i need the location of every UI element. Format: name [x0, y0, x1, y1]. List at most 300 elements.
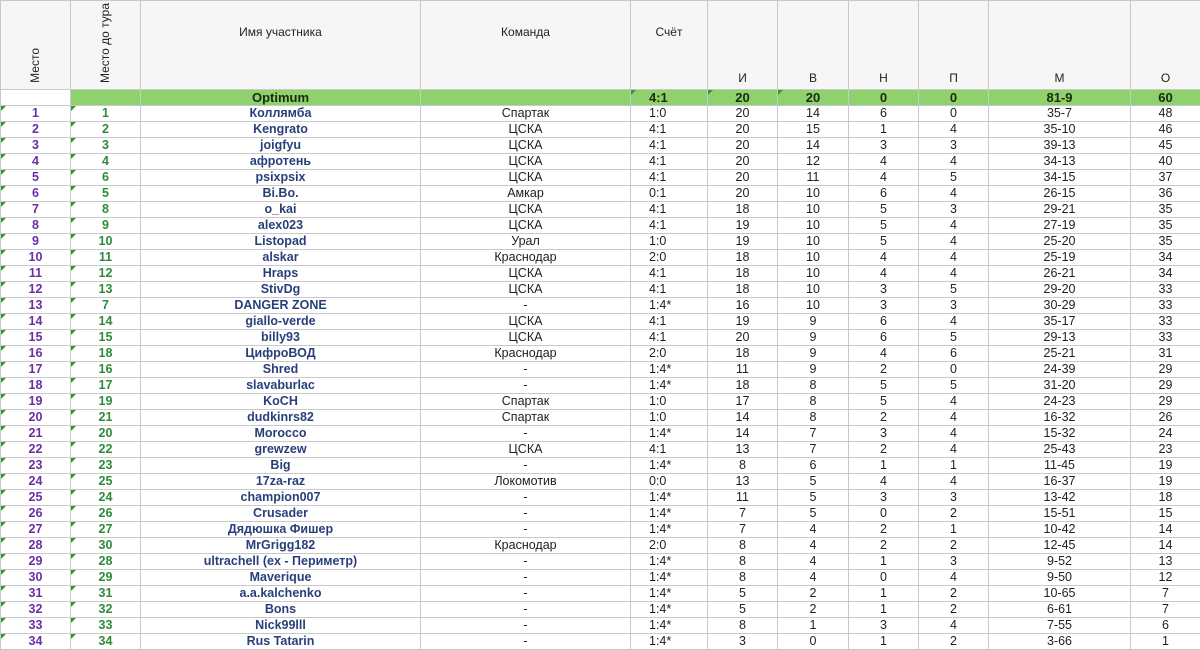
wins-cell[interactable]: 9: [778, 330, 849, 346]
score-cell[interactable]: 1:4*: [631, 458, 708, 474]
participant-name[interactable]: alex023: [141, 218, 421, 234]
score-cell[interactable]: 4:1: [631, 314, 708, 330]
team-cell[interactable]: ЦСКА: [421, 170, 631, 186]
place-cell[interactable]: 31: [1, 586, 71, 602]
wins-cell[interactable]: 11: [778, 170, 849, 186]
table-row[interactable]: [1, 170, 1200, 186]
table-row[interactable]: [1, 186, 1200, 202]
losses-cell[interactable]: 5: [919, 170, 989, 186]
score-cell[interactable]: 1:4*: [631, 490, 708, 506]
participant-name[interactable]: Listopad: [141, 234, 421, 250]
optimum-score[interactable]: 4:1: [631, 90, 708, 106]
prev-place-cell[interactable]: 29: [71, 570, 141, 586]
losses-cell[interactable]: 5: [919, 282, 989, 298]
participant-name[interactable]: Bons: [141, 602, 421, 618]
place-cell[interactable]: 25: [1, 490, 71, 506]
points-cell[interactable]: 1: [1131, 634, 1200, 650]
prev-place-cell[interactable]: 25: [71, 474, 141, 490]
losses-cell[interactable]: 4: [919, 618, 989, 634]
games-cell[interactable]: 7: [708, 506, 778, 522]
games-cell[interactable]: 7: [708, 522, 778, 538]
goals-cell[interactable]: 15-51: [989, 506, 1131, 522]
losses-cell[interactable]: 4: [919, 266, 989, 282]
table-row[interactable]: [1, 490, 1200, 506]
place-cell[interactable]: 30: [1, 570, 71, 586]
team-cell[interactable]: -: [421, 490, 631, 506]
wins-cell[interactable]: 14: [778, 138, 849, 154]
place-cell[interactable]: 13: [1, 298, 71, 314]
prev-place-cell[interactable]: 23: [71, 458, 141, 474]
wins-cell[interactable]: 4: [778, 538, 849, 554]
participant-name[interactable]: Коллямба: [141, 106, 421, 122]
draws-cell[interactable]: 5: [849, 202, 919, 218]
team-cell[interactable]: Краснодар: [421, 250, 631, 266]
losses-cell[interactable]: 4: [919, 570, 989, 586]
goals-cell[interactable]: 24-39: [989, 362, 1131, 378]
prev-place-cell[interactable]: 17: [71, 378, 141, 394]
optimum-games[interactable]: 20: [708, 90, 778, 106]
team-cell[interactable]: -: [421, 298, 631, 314]
place-cell[interactable]: 6: [1, 186, 71, 202]
score-cell[interactable]: 0:1: [631, 186, 708, 202]
games-cell[interactable]: 20: [708, 330, 778, 346]
points-cell[interactable]: 14: [1131, 538, 1200, 554]
prev-place-cell[interactable]: 31: [71, 586, 141, 602]
points-cell[interactable]: 14: [1131, 522, 1200, 538]
team-cell[interactable]: ЦСКА: [421, 202, 631, 218]
draws-cell[interactable]: 3: [849, 298, 919, 314]
place-cell[interactable]: 11: [1, 266, 71, 282]
participant-name[interactable]: o_kai: [141, 202, 421, 218]
points-cell[interactable]: 7: [1131, 602, 1200, 618]
table-row[interactable]: [1, 602, 1200, 618]
header-place[interactable]: Место: [1, 1, 71, 90]
score-cell[interactable]: 1:4*: [631, 570, 708, 586]
table-row[interactable]: [1, 554, 1200, 570]
goals-cell[interactable]: 24-23: [989, 394, 1131, 410]
wins-cell[interactable]: 8: [778, 394, 849, 410]
team-cell[interactable]: Амкар: [421, 186, 631, 202]
games-cell[interactable]: 19: [708, 314, 778, 330]
draws-cell[interactable]: 5: [849, 218, 919, 234]
table-row[interactable]: [1, 474, 1200, 490]
table-row[interactable]: [1, 314, 1200, 330]
wins-cell[interactable]: 10: [778, 282, 849, 298]
draws-cell[interactable]: 6: [849, 330, 919, 346]
goals-cell[interactable]: 10-42: [989, 522, 1131, 538]
place-cell[interactable]: 10: [1, 250, 71, 266]
prev-place-cell[interactable]: 21: [71, 410, 141, 426]
points-cell[interactable]: 33: [1131, 330, 1200, 346]
games-cell[interactable]: 8: [708, 458, 778, 474]
losses-cell[interactable]: 5: [919, 378, 989, 394]
draws-cell[interactable]: 0: [849, 570, 919, 586]
draws-cell[interactable]: 3: [849, 138, 919, 154]
prev-place-cell[interactable]: 6: [71, 170, 141, 186]
place-cell[interactable]: 14: [1, 314, 71, 330]
wins-cell[interactable]: 4: [778, 554, 849, 570]
wins-cell[interactable]: 10: [778, 186, 849, 202]
points-cell[interactable]: 12: [1131, 570, 1200, 586]
participant-name[interactable]: champion007: [141, 490, 421, 506]
draws-cell[interactable]: 2: [849, 362, 919, 378]
games-cell[interactable]: 18: [708, 250, 778, 266]
draws-cell[interactable]: 2: [849, 410, 919, 426]
draws-cell[interactable]: 3: [849, 490, 919, 506]
table-row[interactable]: [1, 522, 1200, 538]
header-losses[interactable]: П: [919, 1, 989, 90]
draws-cell[interactable]: 6: [849, 186, 919, 202]
games-cell[interactable]: 19: [708, 234, 778, 250]
team-cell[interactable]: -: [421, 602, 631, 618]
points-cell[interactable]: 24: [1131, 426, 1200, 442]
points-cell[interactable]: 37: [1131, 170, 1200, 186]
header-name[interactable]: Имя участника: [141, 1, 421, 90]
losses-cell[interactable]: 4: [919, 442, 989, 458]
points-cell[interactable]: 35: [1131, 202, 1200, 218]
participant-name[interactable]: billy93: [141, 330, 421, 346]
table-row[interactable]: [1, 346, 1200, 362]
participant-name[interactable]: MrGrigg182: [141, 538, 421, 554]
points-cell[interactable]: 29: [1131, 394, 1200, 410]
participant-name[interactable]: Maverique: [141, 570, 421, 586]
place-cell[interactable]: 19: [1, 394, 71, 410]
place-cell[interactable]: 24: [1, 474, 71, 490]
place-cell[interactable]: 1: [1, 106, 71, 122]
optimum-points[interactable]: 60: [1131, 90, 1200, 106]
games-cell[interactable]: 5: [708, 602, 778, 618]
participant-name[interactable]: ultrachell (ex - Периметр): [141, 554, 421, 570]
score-cell[interactable]: 4:1: [631, 170, 708, 186]
place-cell[interactable]: 9: [1, 234, 71, 250]
prev-place-cell[interactable]: 30: [71, 538, 141, 554]
losses-cell[interactable]: 2: [919, 602, 989, 618]
participant-name[interactable]: 17za-raz: [141, 474, 421, 490]
table-row[interactable]: [1, 458, 1200, 474]
score-cell[interactable]: 1:4*: [631, 298, 708, 314]
wins-cell[interactable]: 10: [778, 202, 849, 218]
goals-cell[interactable]: 16-32: [989, 410, 1131, 426]
place-cell[interactable]: 17: [1, 362, 71, 378]
losses-cell[interactable]: 3: [919, 490, 989, 506]
prev-place-cell[interactable]: 1: [71, 106, 141, 122]
team-cell[interactable]: Краснодар: [421, 346, 631, 362]
points-cell[interactable]: 48: [1131, 106, 1200, 122]
optimum-name[interactable]: Optimum: [141, 90, 421, 106]
prev-place-cell[interactable]: 10: [71, 234, 141, 250]
team-cell[interactable]: -: [421, 426, 631, 442]
games-cell[interactable]: 5: [708, 586, 778, 602]
prev-place-cell[interactable]: 26: [71, 506, 141, 522]
wins-cell[interactable]: 10: [778, 234, 849, 250]
goals-cell[interactable]: 35-7: [989, 106, 1131, 122]
goals-cell[interactable]: 25-19: [989, 250, 1131, 266]
optimum-draws[interactable]: 0: [849, 90, 919, 106]
losses-cell[interactable]: 4: [919, 250, 989, 266]
games-cell[interactable]: 20: [708, 122, 778, 138]
wins-cell[interactable]: 15: [778, 122, 849, 138]
losses-cell[interactable]: 4: [919, 394, 989, 410]
score-cell[interactable]: 1:4*: [631, 522, 708, 538]
losses-cell[interactable]: 2: [919, 586, 989, 602]
prev-place-cell[interactable]: 18: [71, 346, 141, 362]
table-row[interactable]: [1, 634, 1200, 650]
wins-cell[interactable]: 0: [778, 634, 849, 650]
score-cell[interactable]: 1:4*: [631, 362, 708, 378]
team-cell[interactable]: ЦСКА: [421, 218, 631, 234]
score-cell[interactable]: 1:0: [631, 106, 708, 122]
place-cell[interactable]: 22: [1, 442, 71, 458]
games-cell[interactable]: 18: [708, 346, 778, 362]
score-cell[interactable]: 1:4*: [631, 378, 708, 394]
goals-cell[interactable]: 34-13: [989, 154, 1131, 170]
games-cell[interactable]: 16: [708, 298, 778, 314]
table-row[interactable]: [1, 506, 1200, 522]
participant-name[interactable]: KoCH: [141, 394, 421, 410]
team-cell[interactable]: Краснодар: [421, 538, 631, 554]
games-cell[interactable]: 20: [708, 186, 778, 202]
participant-name[interactable]: Kengrato: [141, 122, 421, 138]
goals-cell[interactable]: 16-37: [989, 474, 1131, 490]
wins-cell[interactable]: 9: [778, 346, 849, 362]
losses-cell[interactable]: 4: [919, 410, 989, 426]
place-cell[interactable]: 15: [1, 330, 71, 346]
prev-place-cell[interactable]: 15: [71, 330, 141, 346]
goals-cell[interactable]: 7-55: [989, 618, 1131, 634]
draws-cell[interactable]: 2: [849, 538, 919, 554]
score-cell[interactable]: 4:1: [631, 202, 708, 218]
score-cell[interactable]: 1:4*: [631, 586, 708, 602]
points-cell[interactable]: 35: [1131, 234, 1200, 250]
points-cell[interactable]: 33: [1131, 298, 1200, 314]
games-cell[interactable]: 14: [708, 410, 778, 426]
team-cell[interactable]: ЦСКА: [421, 138, 631, 154]
goals-cell[interactable]: 25-43: [989, 442, 1131, 458]
table-row[interactable]: [1, 442, 1200, 458]
goals-cell[interactable]: 15-32: [989, 426, 1131, 442]
team-cell[interactable]: ЦСКА: [421, 282, 631, 298]
table-row[interactable]: [1, 570, 1200, 586]
place-cell[interactable]: 28: [1, 538, 71, 554]
games-cell[interactable]: 20: [708, 154, 778, 170]
points-cell[interactable]: 40: [1131, 154, 1200, 170]
participant-name[interactable]: Shred: [141, 362, 421, 378]
goals-cell[interactable]: 29-20: [989, 282, 1131, 298]
header-prev-place[interactable]: Место до тура: [71, 1, 141, 90]
games-cell[interactable]: 13: [708, 442, 778, 458]
losses-cell[interactable]: 1: [919, 522, 989, 538]
prev-place-cell[interactable]: 22: [71, 442, 141, 458]
participant-name[interactable]: slavaburlac: [141, 378, 421, 394]
points-cell[interactable]: 7: [1131, 586, 1200, 602]
points-cell[interactable]: 31: [1131, 346, 1200, 362]
wins-cell[interactable]: 8: [778, 378, 849, 394]
team-cell[interactable]: -: [421, 618, 631, 634]
goals-cell[interactable]: 27-19: [989, 218, 1131, 234]
participant-name[interactable]: a.a.kalchenko: [141, 586, 421, 602]
draws-cell[interactable]: 5: [849, 394, 919, 410]
team-cell[interactable]: -: [421, 586, 631, 602]
score-cell[interactable]: 0:0: [631, 474, 708, 490]
points-cell[interactable]: 19: [1131, 474, 1200, 490]
score-cell[interactable]: 4:1: [631, 218, 708, 234]
participant-name[interactable]: афротень: [141, 154, 421, 170]
team-cell[interactable]: Спартак: [421, 106, 631, 122]
losses-cell[interactable]: 4: [919, 122, 989, 138]
team-cell[interactable]: -: [421, 634, 631, 650]
header-score[interactable]: Счёт: [631, 1, 708, 90]
place-cell[interactable]: 27: [1, 522, 71, 538]
losses-cell[interactable]: 4: [919, 234, 989, 250]
goals-cell[interactable]: 29-13: [989, 330, 1131, 346]
draws-cell[interactable]: 1: [849, 122, 919, 138]
score-cell[interactable]: 4:1: [631, 282, 708, 298]
place-cell[interactable]: 33: [1, 618, 71, 634]
prev-place-cell[interactable]: 14: [71, 314, 141, 330]
place-cell[interactable]: 18: [1, 378, 71, 394]
participant-name[interactable]: ЦифроВОД: [141, 346, 421, 362]
draws-cell[interactable]: 4: [849, 346, 919, 362]
goals-cell[interactable]: 9-52: [989, 554, 1131, 570]
prev-place-cell[interactable]: 32: [71, 602, 141, 618]
points-cell[interactable]: 26: [1131, 410, 1200, 426]
games-cell[interactable]: 17: [708, 394, 778, 410]
participant-name[interactable]: Rus Tatarin: [141, 634, 421, 650]
prev-place-cell[interactable]: 11: [71, 250, 141, 266]
header-wins[interactable]: В: [778, 1, 849, 90]
wins-cell[interactable]: 4: [778, 570, 849, 586]
points-cell[interactable]: 13: [1131, 554, 1200, 570]
losses-cell[interactable]: 4: [919, 154, 989, 170]
losses-cell[interactable]: 3: [919, 298, 989, 314]
participant-name[interactable]: giallo-verde: [141, 314, 421, 330]
points-cell[interactable]: 34: [1131, 266, 1200, 282]
wins-cell[interactable]: 10: [778, 266, 849, 282]
goals-cell[interactable]: 35-10: [989, 122, 1131, 138]
prev-place-cell[interactable]: 19: [71, 394, 141, 410]
table-row[interactable]: [1, 250, 1200, 266]
prev-place-cell[interactable]: 8: [71, 202, 141, 218]
wins-cell[interactable]: 5: [778, 490, 849, 506]
prev-place-cell[interactable]: 13: [71, 282, 141, 298]
team-cell[interactable]: ЦСКА: [421, 122, 631, 138]
losses-cell[interactable]: 4: [919, 218, 989, 234]
header-games[interactable]: И: [708, 1, 778, 90]
score-cell[interactable]: 4:1: [631, 154, 708, 170]
draws-cell[interactable]: 0: [849, 506, 919, 522]
goals-cell[interactable]: 11-45: [989, 458, 1131, 474]
team-cell[interactable]: Урал: [421, 234, 631, 250]
games-cell[interactable]: 18: [708, 282, 778, 298]
draws-cell[interactable]: 6: [849, 314, 919, 330]
participant-name[interactable]: StivDg: [141, 282, 421, 298]
score-cell[interactable]: 4:1: [631, 266, 708, 282]
score-cell[interactable]: 1:4*: [631, 506, 708, 522]
table-row[interactable]: [1, 218, 1200, 234]
games-cell[interactable]: 19: [708, 218, 778, 234]
wins-cell[interactable]: 10: [778, 250, 849, 266]
team-cell[interactable]: Спартак: [421, 410, 631, 426]
goals-cell[interactable]: 9-50: [989, 570, 1131, 586]
losses-cell[interactable]: 3: [919, 202, 989, 218]
goals-cell[interactable]: 3-66: [989, 634, 1131, 650]
table-row[interactable]: [1, 266, 1200, 282]
goals-cell[interactable]: 34-15: [989, 170, 1131, 186]
losses-cell[interactable]: 4: [919, 474, 989, 490]
place-cell[interactable]: 20: [1, 410, 71, 426]
team-cell[interactable]: ЦСКА: [421, 266, 631, 282]
games-cell[interactable]: 20: [708, 106, 778, 122]
losses-cell[interactable]: 4: [919, 314, 989, 330]
goals-cell[interactable]: 26-15: [989, 186, 1131, 202]
place-cell[interactable]: 3: [1, 138, 71, 154]
score-cell[interactable]: 4:1: [631, 138, 708, 154]
goals-cell[interactable]: 6-61: [989, 602, 1131, 618]
games-cell[interactable]: 11: [708, 362, 778, 378]
table-row[interactable]: [1, 330, 1200, 346]
table-row[interactable]: [1, 282, 1200, 298]
place-cell[interactable]: 21: [1, 426, 71, 442]
draws-cell[interactable]: 4: [849, 170, 919, 186]
losses-cell[interactable]: 0: [919, 362, 989, 378]
table-row[interactable]: [1, 426, 1200, 442]
team-cell[interactable]: -: [421, 458, 631, 474]
table-row[interactable]: [1, 618, 1200, 634]
goals-cell[interactable]: 13-42: [989, 490, 1131, 506]
prev-place-cell[interactable]: 4: [71, 154, 141, 170]
score-cell[interactable]: 2:0: [631, 346, 708, 362]
participant-name[interactable]: joigfyu: [141, 138, 421, 154]
points-cell[interactable]: 33: [1131, 314, 1200, 330]
wins-cell[interactable]: 7: [778, 442, 849, 458]
header-team[interactable]: Команда: [421, 1, 631, 90]
games-cell[interactable]: 8: [708, 554, 778, 570]
optimum-losses[interactable]: 0: [919, 90, 989, 106]
score-cell[interactable]: 1:4*: [631, 426, 708, 442]
games-cell[interactable]: 8: [708, 570, 778, 586]
draws-cell[interactable]: 2: [849, 442, 919, 458]
table-row[interactable]: [1, 122, 1200, 138]
points-cell[interactable]: 35: [1131, 218, 1200, 234]
games-cell[interactable]: 18: [708, 266, 778, 282]
score-cell[interactable]: 1:4*: [631, 554, 708, 570]
games-cell[interactable]: 14: [708, 426, 778, 442]
wins-cell[interactable]: 1: [778, 618, 849, 634]
games-cell[interactable]: 20: [708, 170, 778, 186]
team-cell[interactable]: -: [421, 570, 631, 586]
table-row[interactable]: [1, 106, 1200, 122]
draws-cell[interactable]: 1: [849, 458, 919, 474]
team-cell[interactable]: ЦСКА: [421, 442, 631, 458]
team-cell[interactable]: -: [421, 378, 631, 394]
score-cell[interactable]: 1:0: [631, 234, 708, 250]
games-cell[interactable]: 18: [708, 202, 778, 218]
participant-name[interactable]: DANGER ZONE: [141, 298, 421, 314]
header-draws[interactable]: Н: [849, 1, 919, 90]
optimum-wins[interactable]: 20: [778, 90, 849, 106]
points-cell[interactable]: 45: [1131, 138, 1200, 154]
points-cell[interactable]: 6: [1131, 618, 1200, 634]
points-cell[interactable]: 29: [1131, 362, 1200, 378]
points-cell[interactable]: 15: [1131, 506, 1200, 522]
draws-cell[interactable]: 1: [849, 554, 919, 570]
score-cell[interactable]: 2:0: [631, 538, 708, 554]
prev-place-cell[interactable]: 9: [71, 218, 141, 234]
goals-cell[interactable]: 25-21: [989, 346, 1131, 362]
prev-place-cell[interactable]: 5: [71, 186, 141, 202]
participant-name[interactable]: alskar: [141, 250, 421, 266]
prev-place-cell[interactable]: 28: [71, 554, 141, 570]
